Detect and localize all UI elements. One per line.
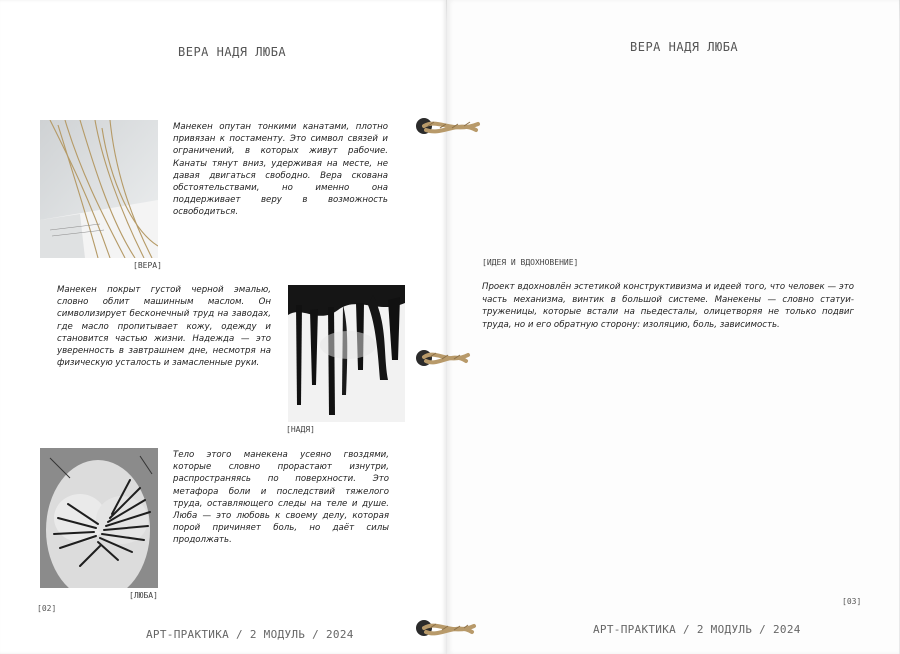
photo-lyuba: [40, 448, 158, 588]
photo-nadya: [288, 285, 405, 422]
text-idea: Проект вдохновлён эстетикой конструктивизма и идеей того, что человек — это часть механизма, винтик в большой системе. Манекены — словно статуи-труженицы, которые встали на пьедесталы, олицетворяя не только подвиг труда, но и его обратную сторону: изоляцию, боль, зависимость.: [482, 282, 854, 330]
right-page: [447, 0, 899, 654]
caption-nadya: [НАДЯ]: [286, 425, 315, 434]
twine-binding-bottom: [418, 614, 484, 644]
section-label-idea: [ИДЕЯ И ВДОХНОВЕНИЕ]: [482, 258, 579, 267]
text-vera: Манекен опутан тонкими канатами, плотно привязан к постаменту. Это символ связей и ограничений, в которых живут рабочие. Канаты тянут вниз, удерживая на месте, не давая двигаться свободно. Вера скована обстоятельствами, но именно она поддерживает веру в возможность освободиться.: [173, 122, 388, 218]
caption-vera: [ВЕРА]: [133, 261, 162, 270]
text-lyuba: Тело этого манекена усеяно гвоздями, которые словно прорастают изнутри, распространяясь по поверхности. Это метафора боли и последствий тяжелого труда, оставляющего следы на теле и душе. Люба — это любовь к своему делу, которая порой причиняет боль, но даёт силы продолжать.: [173, 450, 389, 546]
page-number-right: [03]: [842, 597, 862, 606]
left-page: [0, 0, 446, 654]
running-title-left: ВЕРА НАДЯ ЛЮБА: [178, 45, 287, 59]
caption-lyuba: [ЛЮБА]: [129, 591, 158, 600]
twine-binding-middle: [418, 343, 478, 373]
photo-vera: [40, 120, 158, 258]
footer-right: АРТ-ПРАКТИКА / 2 МОДУЛЬ / 2024: [593, 623, 801, 636]
twine-binding-top: [418, 112, 488, 142]
running-title-right: ВЕРА НАДЯ ЛЮБА: [630, 40, 739, 54]
text-nadya: Манекен покрыт густой черной эмалью, словно облит машинным маслом. Он символизирует бесконечный труд на заводах, где масло пропитывает кожу, одежду и становится частью жизни. Надежда — это уверенность в завтрашнем дне, несмотря на физическую усталость и замасленные руки.: [57, 285, 271, 369]
footer-left: АРТ-ПРАКТИКА / 2 МОДУЛЬ / 2024: [146, 628, 354, 641]
page-number-left: [02]: [37, 604, 57, 613]
